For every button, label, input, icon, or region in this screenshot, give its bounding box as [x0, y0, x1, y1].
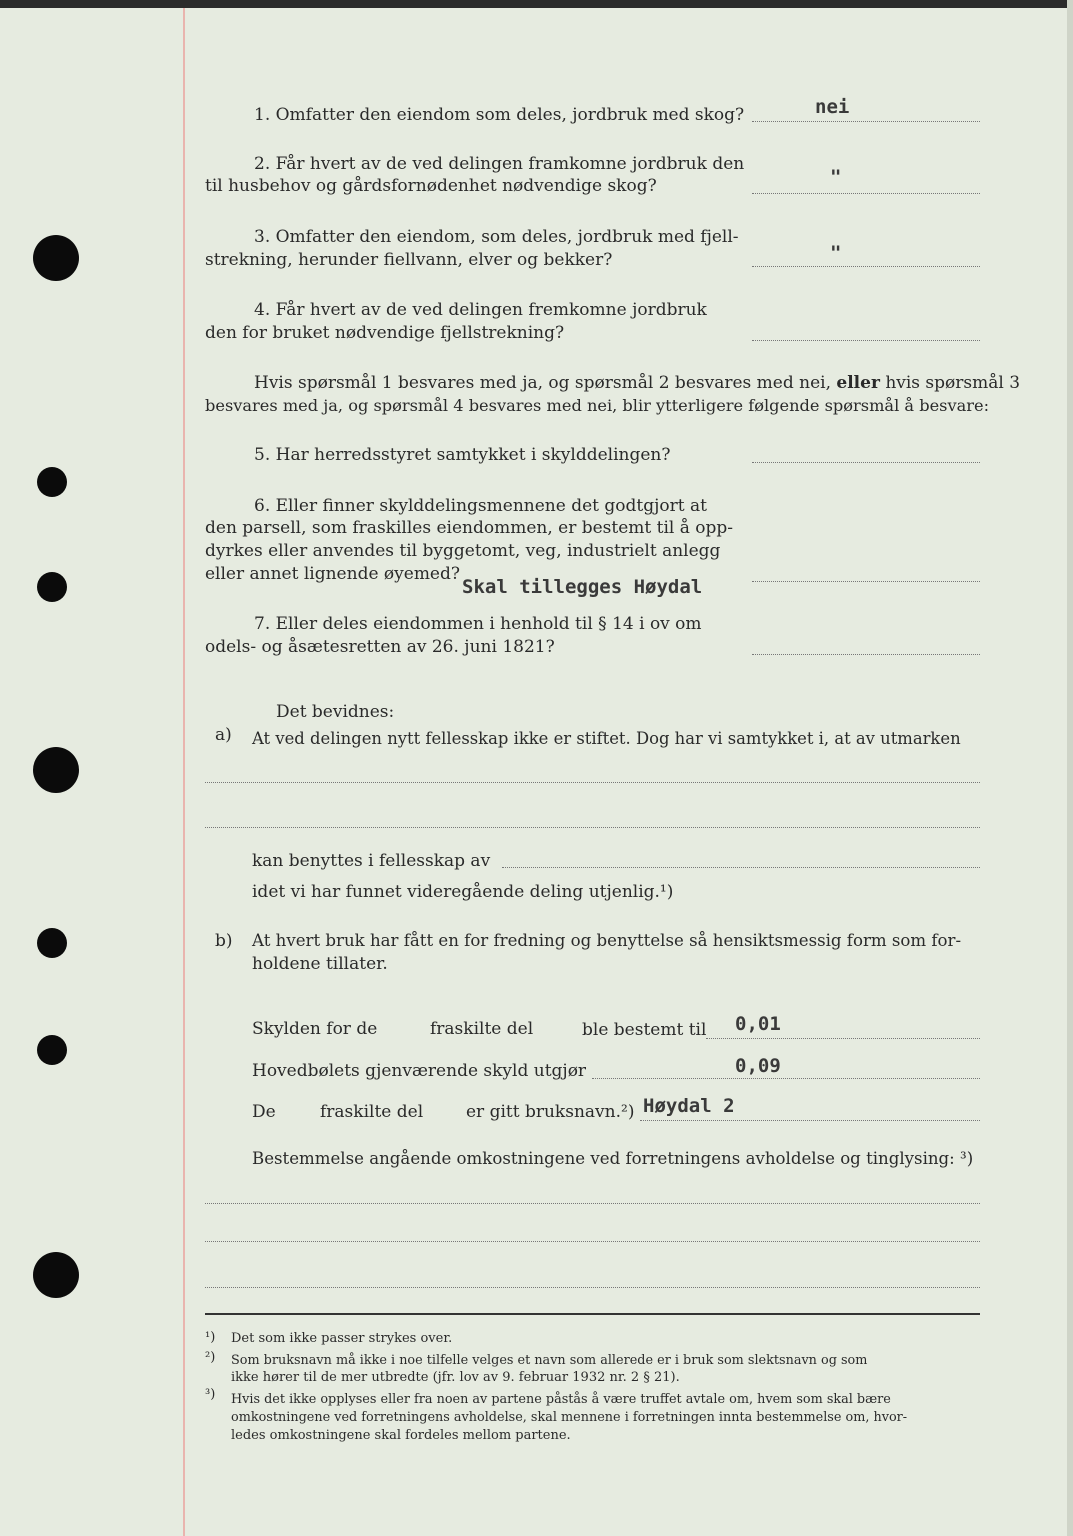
- common-use-line: [502, 866, 980, 868]
- blank-line: [205, 1202, 980, 1204]
- question-4-line-2: den for bruket nødvendige fjellstrekning?: [205, 323, 565, 343]
- bruksnavn-value: Høydal 2: [643, 1095, 735, 1117]
- question-4-line-1: 4. Får hvert av de ved delingen fremkomne jordbruk: [254, 300, 707, 320]
- certification-heading: Det bevidnes:: [276, 702, 395, 722]
- answer-line-1: [752, 120, 980, 122]
- reason-text: idet vi har funnet videregående deling utjenlig.¹): [252, 882, 674, 902]
- answer-1: nei: [815, 96, 850, 118]
- footnote-1-mark: ¹): [205, 1330, 216, 1345]
- skyld-label-a: Skylden for de: [252, 1019, 378, 1039]
- skyld-value: 0,01: [735, 1013, 781, 1035]
- punch-hole: [33, 235, 79, 281]
- answer-line-5: [752, 461, 980, 463]
- question-7-line-2: odels- og åsætesretten av 26. juni 1821?: [205, 637, 555, 657]
- question-3-line-2: strekning, herunder fiellvann, elver og bekker?: [205, 250, 613, 270]
- punch-hole: [33, 1252, 79, 1298]
- question-6-line-1: 6. Eller finner skylddelingsmennene det godtgjort at: [254, 496, 707, 516]
- answer-line-4: [752, 339, 980, 341]
- skyld-line: [706, 1037, 980, 1039]
- answer-6: Skal tillegges Høydal: [462, 576, 703, 598]
- answer-3: ": [830, 242, 842, 264]
- footnote-3-line-1: Hvis det ikke opplyses eller fra noen av partene påstås å være truffet avtale om, hvem som skal bære: [231, 1392, 891, 1407]
- answer-2: ": [830, 166, 842, 188]
- item-b-label: b): [215, 931, 233, 951]
- cost-label: Bestemmelse angående omkostningene ved forretningens avholdelse og tinglysing: ³): [252, 1149, 974, 1168]
- question-6-line-3: dyrkes eller anvendes til byggetomt, veg, industrielt anlegg: [205, 541, 721, 561]
- skyld-label-b: fraskilte del: [430, 1019, 534, 1039]
- bruksnavn-label-a: De: [252, 1102, 276, 1122]
- blank-line: [205, 1286, 980, 1288]
- blank-line: [205, 781, 980, 783]
- punch-hole: [37, 928, 67, 958]
- punch-hole: [37, 467, 67, 497]
- footnote-1: Det som ikke passer strykes over.: [231, 1331, 453, 1346]
- punch-hole: [37, 1035, 67, 1065]
- blank-line: [205, 826, 980, 828]
- footnote-2-line-2: ikke hører til de mer utbredte (jfr. lov av 9. februar 1932 nr. 2 § 21).: [231, 1370, 680, 1385]
- question-1: 1. Omfatter den eiendom som deles, jordbruk med skog?: [254, 105, 745, 125]
- item-b-line-1: At hvert bruk har fått en for fredning og benyttelse så hensiktsmessig form som for-: [252, 931, 962, 950]
- answer-line-2: [752, 192, 980, 194]
- condition-emphasis: eller: [836, 373, 880, 393]
- hovedbol-value: 0,09: [735, 1055, 781, 1077]
- footnote-3-line-3: ledes omkostningene skal fordeles mellom partene.: [231, 1428, 571, 1443]
- footnote-3-mark: ³): [205, 1387, 216, 1402]
- footnote-2-line-1: Som bruksnavn må ikke i noe tilfelle velges et navn som allerede er i bruk som slektsnavn og som: [231, 1353, 868, 1368]
- answer-line-3: [752, 265, 980, 267]
- footnote-3-line-2: omkostningene ved forretningens avholdelse, skal mennene i forretningen innta bestemmelse om, hvor-: [231, 1410, 908, 1425]
- scan-top-edge: [0, 0, 1073, 8]
- item-b-line-2: holdene tillater.: [252, 954, 388, 974]
- question-5: 5. Har herredsstyret samtykket i skylddelingen?: [254, 445, 671, 465]
- condition-text-part: Hvis spørsmål 1 besvares med ja, og spørsmål 2 besvares med nei,: [254, 373, 831, 393]
- answer-line-6: [752, 580, 980, 582]
- punch-hole: [37, 572, 67, 602]
- item-a-text: At ved delingen nytt fellesskap ikke er stiftet. Dog har vi samtykket i, at av utmarken: [252, 729, 961, 748]
- punch-hole: [33, 747, 79, 793]
- condition-text-line-2: besvares med ja, og spørsmål 4 besvares med nei, blir ytterligere følgende spørsmål å besvare:: [205, 396, 990, 415]
- skyld-label-c: ble bestemt til: [582, 1020, 707, 1040]
- blank-line: [205, 1240, 980, 1242]
- question-6-line-4: eller annet lignende øyemed?: [205, 564, 460, 584]
- margin-line: [183, 8, 185, 1536]
- footnote-2-mark: ²): [205, 1350, 216, 1365]
- condition-text-part: hvis spørsmål 3: [885, 373, 1021, 393]
- answer-line-7: [752, 653, 980, 655]
- hovedbol-line: [592, 1077, 980, 1079]
- bruksnavn-label-c: er gitt bruksnavn.²): [466, 1102, 635, 1122]
- bruksnavn-line: [640, 1119, 980, 1121]
- common-use-text: kan benyttes i fellesskap av: [252, 851, 491, 871]
- hovedbol-label: Hovedbølets gjenværende skyld utgjør: [252, 1061, 587, 1081]
- condition-text-line-1: [254, 372, 1020, 394]
- question-3-line-1: 3. Omfatter den eiendom, som deles, jordbruk med fjell-: [254, 227, 739, 247]
- question-2-line-2: til husbehov og gårdsfornødenhet nødvendige skog?: [205, 176, 657, 196]
- bruksnavn-label-b: fraskilte del: [320, 1102, 424, 1122]
- item-a-label: a): [215, 725, 232, 745]
- scan-right-edge: [1067, 0, 1073, 1536]
- question-2-line-1: 2. Får hvert av de ved delingen framkomne jordbruk den: [254, 154, 745, 174]
- question-7-line-1: 7. Eller deles eiendommen i henhold til § 14 i ov om: [254, 614, 702, 634]
- question-6-line-2: den parsell, som fraskilles eiendommen, er bestemt til å opp-: [205, 518, 734, 538]
- footnote-separator: [205, 1313, 980, 1315]
